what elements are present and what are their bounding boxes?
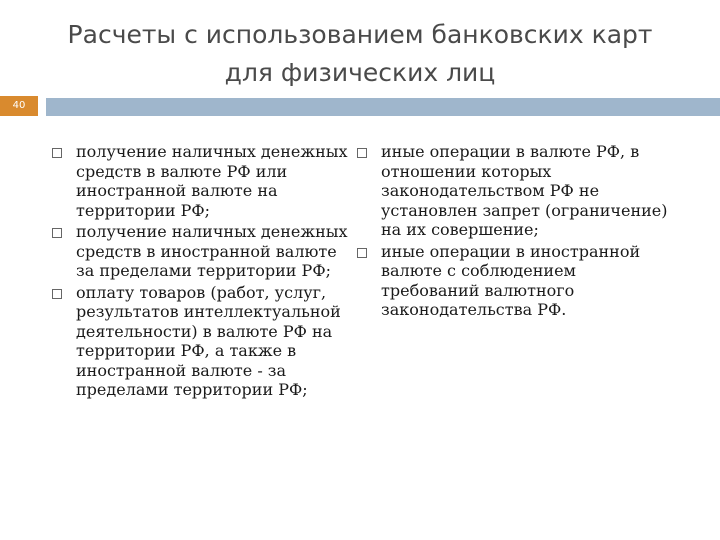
right-column	[355, 142, 675, 322]
square-bullet-icon	[52, 148, 62, 158]
right-bullet-list	[355, 142, 675, 320]
slide-number-badge: 40	[0, 96, 38, 116]
list-item	[50, 222, 350, 281]
list-item	[50, 283, 350, 400]
square-bullet-icon	[357, 248, 367, 258]
list-item	[50, 142, 350, 220]
list-item-text: получение наличных денежных средств в валюте РФ или иностранной валюте на территории РФ;	[76, 142, 348, 220]
square-bullet-icon	[52, 228, 62, 238]
list-item-text: оплату товаров (работ, услуг, результатов интеллектуальной деятельности) в валюте РФ на территории РФ, а также в иностранной валюте - за пределами территории РФ;	[76, 282, 341, 399]
left-column	[50, 142, 350, 402]
list-item-text: получение наличных денежных средств в иностранной валюте за пределами территории РФ;	[76, 222, 348, 280]
list-item-text: иные операции в валюте РФ, в отношении которых законодательством РФ не установлен запрет (ограничение) на их совершение;	[381, 142, 668, 239]
square-bullet-icon	[52, 289, 62, 299]
list-item-text: иные операции в иностранной валюте с соблюдением требований валютного законодательства РФ.	[381, 241, 641, 319]
header-accent-bar	[46, 98, 720, 116]
left-bullet-list	[50, 142, 350, 400]
slide-title: Расчеты с использованием банковских карт для физических лиц	[67, 20, 653, 87]
list-item	[355, 242, 675, 320]
list-item	[355, 142, 675, 240]
square-bullet-icon	[357, 148, 367, 158]
